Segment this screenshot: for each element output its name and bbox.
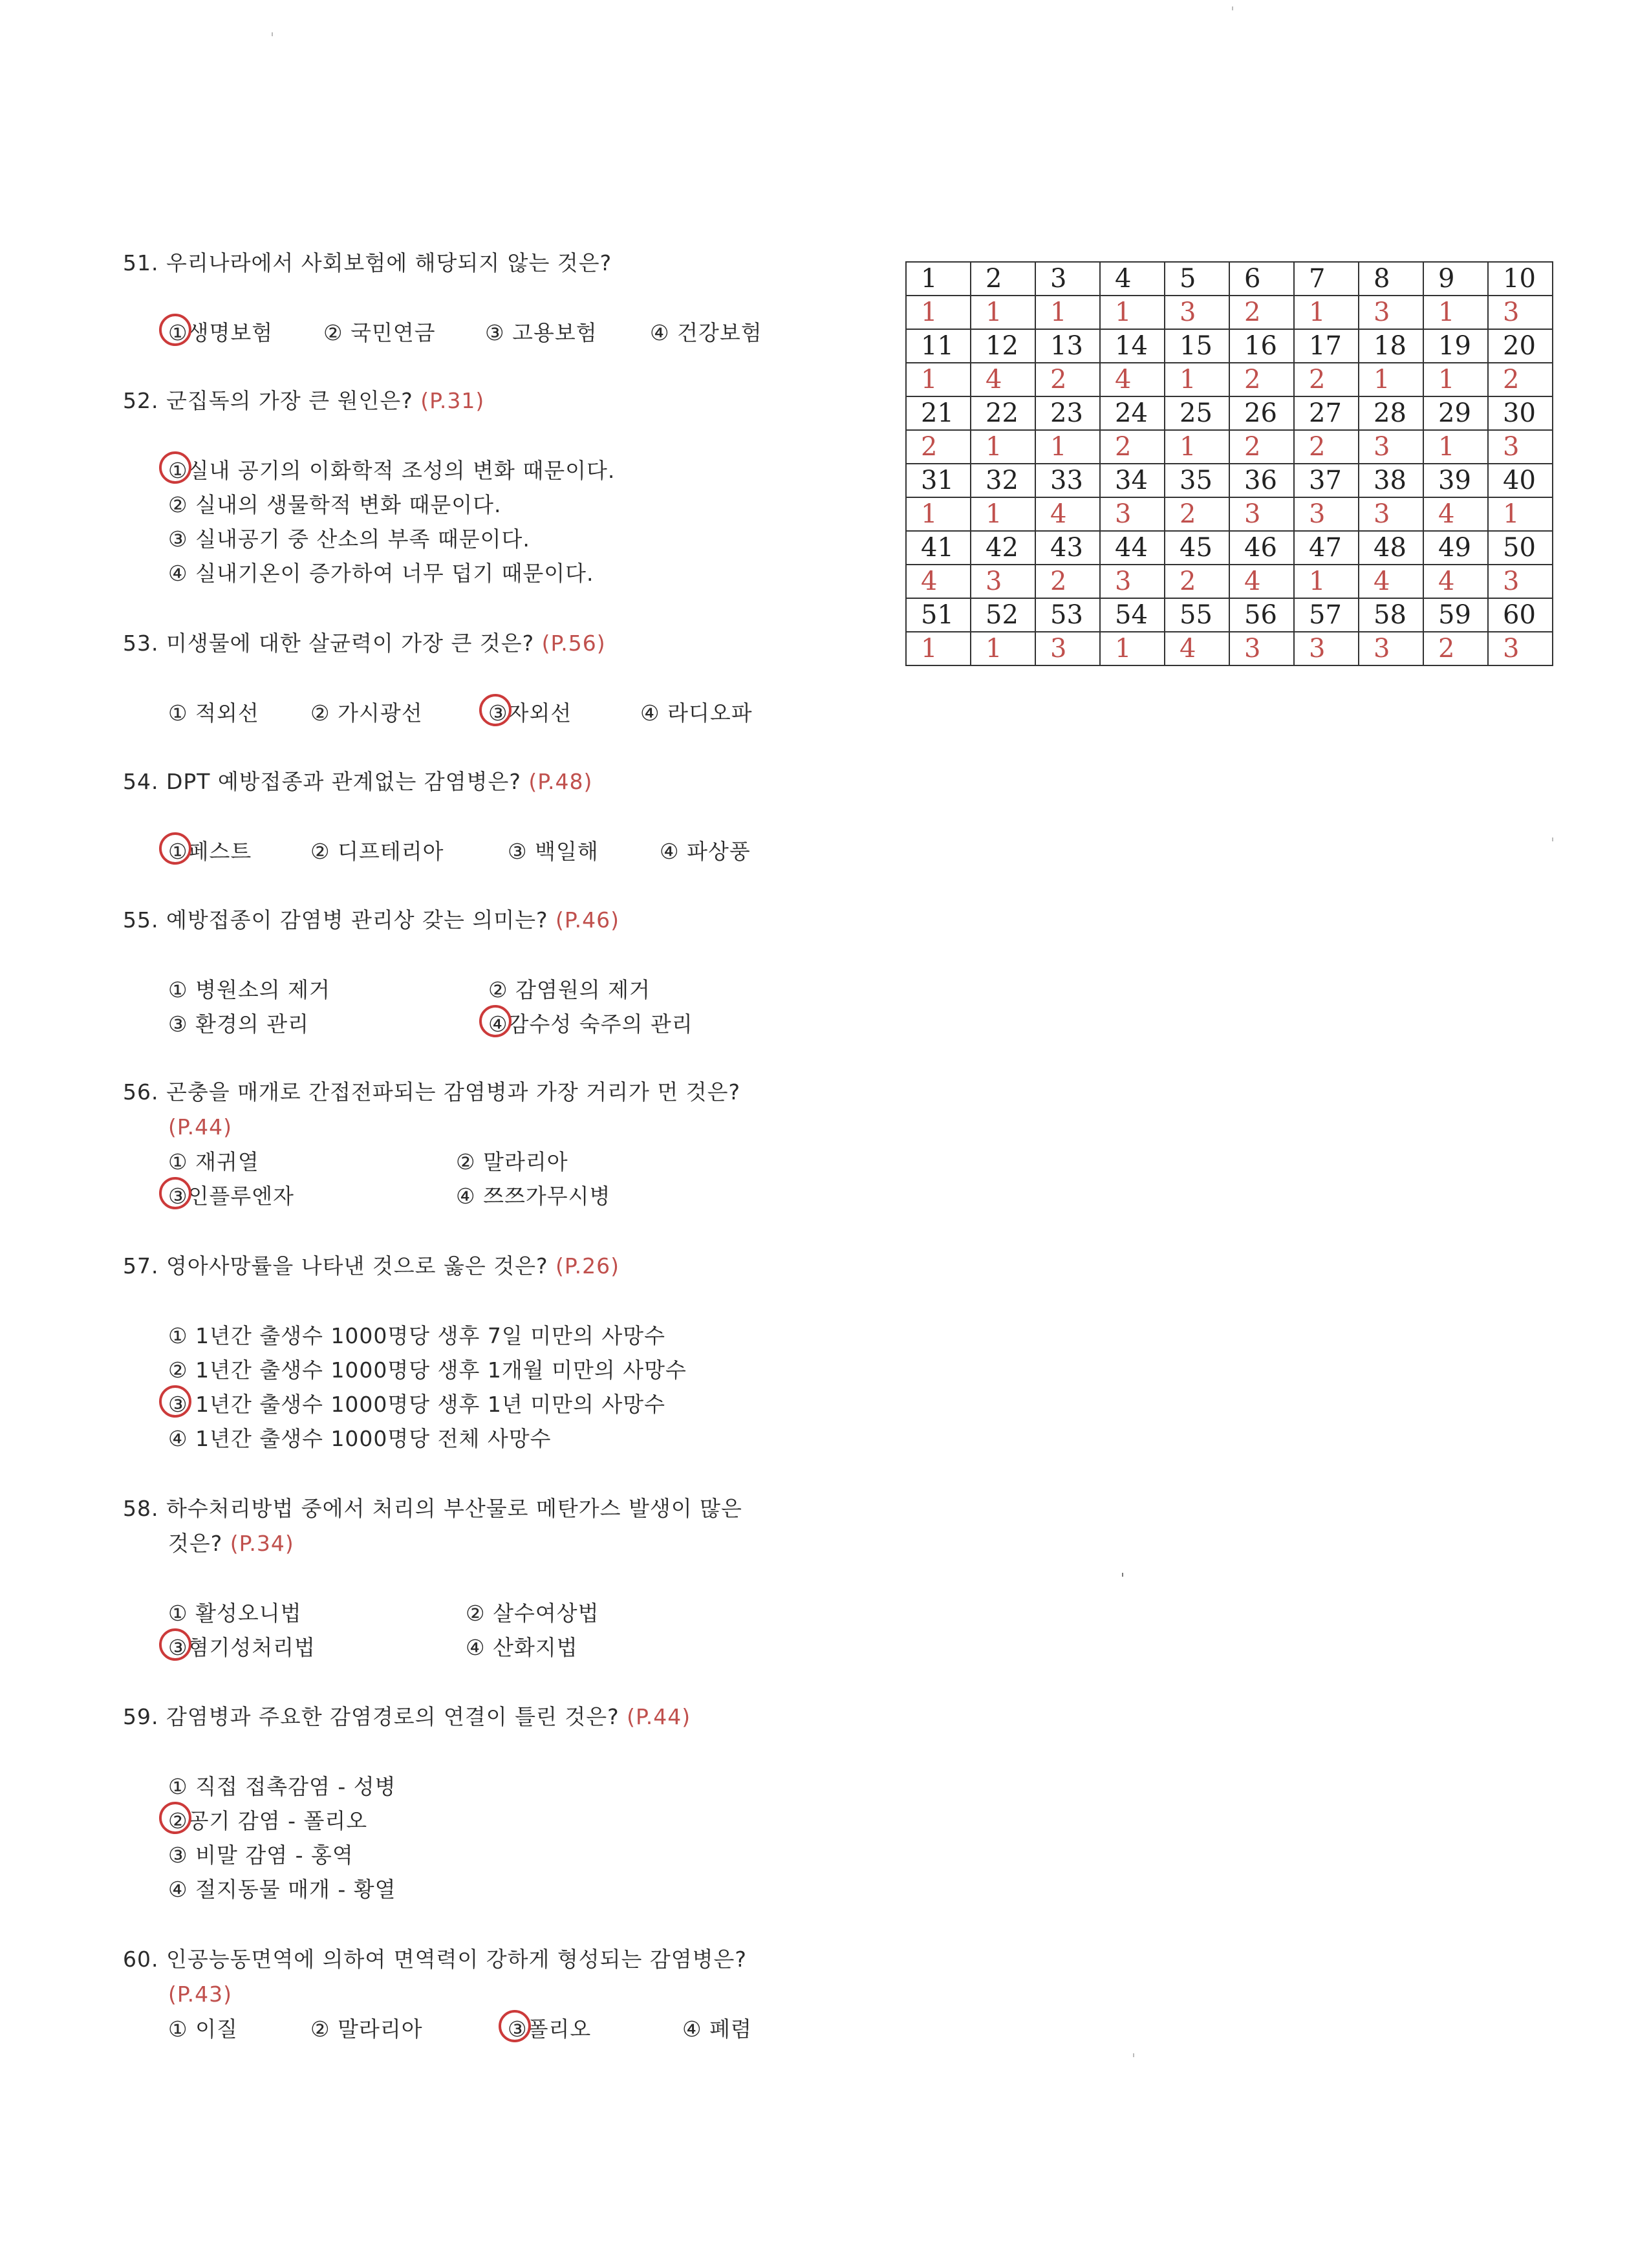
answer-cell: 1	[1359, 363, 1423, 396]
options-row	[123, 2012, 752, 2046]
question-number-cell: 21	[906, 396, 971, 430]
answer-cell: 3	[1359, 296, 1423, 329]
option-4[interactable]: ④ 폐렴	[682, 2016, 752, 2042]
page-ref: (P.46)	[555, 907, 620, 933]
answer-cell: 1	[906, 296, 971, 329]
options-list	[123, 1319, 687, 1456]
answer-cell: 3	[1488, 430, 1553, 464]
question-number-cell: 12	[971, 329, 1035, 363]
answer-cell: 2	[1229, 296, 1294, 329]
question-number-cell: 45	[1165, 531, 1229, 565]
answer-cell: 1	[1294, 565, 1359, 598]
scan-speck	[272, 32, 273, 36]
question-number-cell: 41	[906, 531, 971, 565]
answer-cell: 1	[1488, 497, 1553, 531]
option-2[interactable]: ②공기 감염 - 폴리오	[168, 1804, 691, 1838]
question-number-cell: 7	[1294, 262, 1359, 296]
answer-cell: 4	[1100, 363, 1165, 396]
answer-cell: 1	[971, 497, 1035, 531]
answer-cell: 2	[1165, 497, 1229, 531]
question-number-cell: 27	[1294, 396, 1359, 430]
option-1[interactable]: ①생명보험	[168, 316, 273, 350]
option-3[interactable]: ③ 환경의 관리	[168, 1011, 309, 1037]
answer-row	[906, 363, 1553, 396]
option-4[interactable]: ④ 파상풍	[660, 839, 751, 864]
question-number-cell: 56	[1229, 598, 1294, 632]
question-number-cell: 38	[1359, 464, 1423, 497]
question-stem-continued: 것은?	[168, 1531, 223, 1556]
option-2[interactable]: ② 살수여상법	[466, 1601, 599, 1626]
question-number-cell: 4	[1100, 262, 1165, 296]
question-number-cell: 9	[1423, 262, 1488, 296]
question-number-cell: 53	[1035, 598, 1100, 632]
answer-cell: 3	[1229, 632, 1294, 665]
answer-cell: 4	[1423, 497, 1488, 531]
question-number-cell: 8	[1359, 262, 1423, 296]
option-2[interactable]: ② 실내의 생물학적 변화 때문이다.	[168, 492, 502, 517]
answer-circle-mark	[159, 1628, 191, 1661]
question-number-cell: 39	[1423, 464, 1488, 497]
option-1[interactable]: ①실내 공기의 이화학적 조성의 변화 때문이다.	[168, 453, 615, 488]
answer-cell: 3	[1359, 430, 1423, 464]
question-number-cell: 35	[1165, 464, 1229, 497]
question-stem: 55. 예방접종이 감염병 관리상 갖는 의미는?	[123, 907, 548, 933]
option-3[interactable]: ③ 실내공기 중 산소의 부족 때문이다.	[168, 526, 530, 552]
answer-cell: 3	[1229, 497, 1294, 531]
question-number-row	[906, 262, 1553, 296]
question-number-cell: 22	[971, 396, 1035, 430]
options-row	[123, 1145, 740, 1179]
question-number-cell: 51	[906, 598, 971, 632]
question-number-cell: 59	[1423, 598, 1488, 632]
option-3[interactable]: ③ 백일해	[508, 839, 599, 864]
question-number-cell: 25	[1165, 396, 1229, 430]
option-4[interactable]: ④ 건강보험	[650, 320, 762, 345]
page-ref: (P.31)	[420, 388, 485, 413]
options-row	[123, 834, 751, 869]
question-54	[123, 764, 751, 869]
option-3[interactable]: ③ 비말 감염 - 홍역	[168, 1842, 354, 1868]
option-1[interactable]: ① 직접 접촉감염 - 성병	[168, 1774, 396, 1799]
question-number-cell: 20	[1488, 329, 1553, 363]
question-number-cell: 2	[971, 262, 1035, 296]
question-number-cell: 17	[1294, 329, 1359, 363]
answer-cell: 1	[1100, 632, 1165, 665]
option-2[interactable]: ② 국민연금	[323, 320, 436, 345]
options-row	[123, 696, 753, 730]
option-2[interactable]: ② 말라리아	[456, 1149, 568, 1174]
options-list	[123, 1769, 691, 1906]
question-number-row	[906, 329, 1553, 363]
question-number-cell: 32	[971, 464, 1035, 497]
page-ref: (P.44)	[168, 1114, 232, 1139]
option-1[interactable]: ① 활성오니법	[168, 1601, 302, 1626]
options-list	[123, 453, 615, 590]
answer-cell: 3	[1488, 296, 1553, 329]
answer-cell: 4	[1229, 565, 1294, 598]
question-60	[123, 1942, 752, 2046]
question-number-row	[906, 464, 1553, 497]
page-ref: (P.26)	[555, 1253, 620, 1279]
option-1[interactable]: ① 병원소의 제거	[168, 977, 330, 1002]
question-stem: 57. 영아사망률을 나타낸 것으로 옳은 것은?	[123, 1253, 548, 1279]
page-ref: (P.34)	[230, 1531, 294, 1556]
question-56	[123, 1075, 740, 1213]
options-row	[123, 1179, 740, 1213]
answer-cell: 1	[1294, 296, 1359, 329]
option-4[interactable]: ④ 라디오파	[640, 700, 753, 726]
question-number-cell: 58	[1359, 598, 1423, 632]
question-stem: 60. 인공능동면역에 의하여 면역력이 강하게 형성되는 감염병은?	[123, 1947, 747, 1972]
answer-cell: 2	[1423, 632, 1488, 665]
question-number-cell: 26	[1229, 396, 1294, 430]
answer-circle-mark	[159, 451, 191, 484]
option-2[interactable]: ② 말라리아	[310, 2016, 423, 2042]
answer-cell: 2	[906, 430, 971, 464]
answer-cell: 1	[1165, 363, 1229, 396]
question-number-cell: 36	[1229, 464, 1294, 497]
scan-speck	[1552, 837, 1553, 841]
answer-row	[906, 296, 1553, 329]
answer-cell: 3	[1488, 632, 1553, 665]
answer-cell: 1	[906, 497, 971, 531]
question-57	[123, 1249, 687, 1456]
answer-cell: 1	[1165, 430, 1229, 464]
answer-cell: 2	[1294, 430, 1359, 464]
answer-cell: 4	[1165, 632, 1229, 665]
answer-circle-mark	[159, 1385, 191, 1418]
answer-cell: 1	[906, 632, 971, 665]
answer-circle-mark	[159, 1802, 191, 1834]
question-number-cell: 43	[1035, 531, 1100, 565]
answer-cell: 3	[1294, 497, 1359, 531]
answer-circle-mark	[499, 2010, 531, 2042]
answer-circle-mark	[479, 694, 512, 726]
question-stem: 56. 곤충을 매개로 간접전파되는 감염병과 가장 거리가 먼 것은?	[123, 1079, 740, 1105]
answer-cell: 2	[1488, 363, 1553, 396]
question-stem: 51. 우리나라에서 사회보험에 해당되지 않는 것은?	[123, 250, 612, 275]
question-stem: 54. DPT 예방접종과 관계없는 감염병은?	[123, 769, 521, 794]
question-number-cell: 50	[1488, 531, 1553, 565]
question-number-cell: 57	[1294, 598, 1359, 632]
answer-cell: 1	[971, 632, 1035, 665]
page-ref: (P.44)	[627, 1704, 691, 1729]
question-number-cell: 37	[1294, 464, 1359, 497]
option-1[interactable]: ① 1년간 출생수 1000명당 생후 7일 미만의 사망수	[168, 1323, 666, 1348]
options-row	[123, 1630, 742, 1665]
option-4[interactable]: ④감수성 숙주의 관리	[488, 1007, 693, 1041]
answer-cell: 3	[1359, 497, 1423, 531]
option-3[interactable]: ③인플루엔자	[168, 1179, 294, 1213]
answer-row	[906, 565, 1553, 598]
question-number-cell: 11	[906, 329, 971, 363]
question-number-cell: 47	[1294, 531, 1359, 565]
question-53	[123, 626, 753, 730]
answer-circle-mark	[159, 832, 191, 865]
question-number-cell: 6	[1229, 262, 1294, 296]
question-number-cell: 55	[1165, 598, 1229, 632]
scan-speck	[1122, 1573, 1123, 1577]
question-number-cell: 42	[971, 531, 1035, 565]
question-number-cell: 49	[1423, 531, 1488, 565]
answer-key-table	[905, 261, 1553, 666]
answer-cell: 1	[1035, 296, 1100, 329]
question-number-cell: 18	[1359, 329, 1423, 363]
answer-cell: 3	[1035, 632, 1100, 665]
answer-row	[906, 497, 1553, 531]
option-1[interactable]: ① 이질	[168, 2016, 238, 2042]
question-number-cell: 40	[1488, 464, 1553, 497]
question-number-cell: 28	[1359, 396, 1423, 430]
option-3[interactable]: ③혐기성처리법	[168, 1630, 316, 1665]
answer-cell: 1	[971, 296, 1035, 329]
answer-cell: 3	[971, 565, 1035, 598]
scan-speck	[1133, 2053, 1134, 2057]
question-number-row	[906, 598, 1553, 632]
answer-circle-mark	[159, 1177, 191, 1209]
question-number-cell: 24	[1100, 396, 1165, 430]
option-4[interactable]: ④ 절지동물 매개 - 황열	[168, 1877, 396, 1902]
answer-cell: 3	[1100, 565, 1165, 598]
question-stem: 52. 군집독의 가장 큰 원인은?	[123, 388, 413, 413]
answer-cell: 4	[906, 565, 971, 598]
question-number-cell: 13	[1035, 329, 1100, 363]
question-52	[123, 383, 615, 590]
option-1[interactable]: ① 재귀열	[168, 1149, 259, 1174]
answer-cell: 3	[1294, 632, 1359, 665]
options-row	[123, 1007, 693, 1041]
answer-circle-mark	[159, 314, 191, 346]
question-number-cell: 10	[1488, 262, 1553, 296]
options-row	[123, 973, 651, 1007]
question-number-cell: 3	[1035, 262, 1100, 296]
answer-row	[906, 430, 1553, 464]
option-4[interactable]: ④ 실내기온이 증가하여 너무 덥기 때문이다.	[168, 561, 594, 586]
answer-cell: 2	[1035, 565, 1100, 598]
option-3[interactable]: ③자외선	[488, 696, 572, 730]
question-stem: 59. 감염병과 주요한 감염경로의 연결이 틀린 것은?	[123, 1704, 620, 1729]
option-3[interactable]: ③폴리오	[508, 2012, 591, 2046]
answer-cell: 1	[971, 430, 1035, 464]
option-2[interactable]: ② 1년간 출생수 1000명당 생후 1개월 미만의 사망수	[168, 1357, 687, 1383]
answer-cell: 2	[1035, 363, 1100, 396]
answer-cell: 1	[1423, 430, 1488, 464]
option-2[interactable]: ② 가시광선	[310, 700, 423, 726]
question-number-cell: 33	[1035, 464, 1100, 497]
option-1[interactable]: ①페스트	[168, 834, 252, 869]
page-ref: (P.43)	[168, 1982, 232, 2007]
answer-cell: 4	[1359, 565, 1423, 598]
option-2[interactable]: ② 디프테리아	[310, 839, 444, 864]
question-number-cell: 1	[906, 262, 971, 296]
question-58	[123, 1491, 742, 1665]
option-4[interactable]: ④ 1년간 출생수 1000명당 전체 사망수	[168, 1426, 552, 1451]
question-stem: 58. 하수처리방법 중에서 처리의 부산물로 메탄가스 발생이 많은	[123, 1496, 742, 1521]
option-3[interactable]: ③ 1년간 출생수 1000명당 생후 1년 미만의 사망수	[168, 1387, 687, 1421]
answer-cell: 2	[1100, 430, 1165, 464]
question-number-cell: 14	[1100, 329, 1165, 363]
page-ref: (P.56)	[541, 631, 606, 656]
question-number-cell: 29	[1423, 396, 1488, 430]
question-number-cell: 34	[1100, 464, 1165, 497]
option-1[interactable]: ① 적외선	[168, 700, 259, 726]
answer-cell: 3	[1165, 296, 1229, 329]
question-number-cell: 15	[1165, 329, 1229, 363]
answer-cell: 4	[971, 363, 1035, 396]
options-row	[123, 1596, 742, 1630]
answer-cell: 1	[906, 363, 971, 396]
question-number-cell: 54	[1100, 598, 1165, 632]
answer-circle-mark	[479, 1005, 512, 1037]
question-number-cell: 60	[1488, 598, 1553, 632]
question-51	[123, 246, 762, 350]
question-number-cell: 16	[1229, 329, 1294, 363]
question-number-cell: 44	[1100, 531, 1165, 565]
answer-cell: 2	[1229, 430, 1294, 464]
question-59	[123, 1700, 691, 1906]
answer-row	[906, 632, 1553, 665]
page-ref: (P.48)	[528, 769, 593, 794]
option-4[interactable]: ④ 산화지법	[466, 1635, 578, 1660]
answer-cell: 4	[1423, 565, 1488, 598]
scan-speck	[1232, 6, 1233, 10]
answer-cell: 3	[1359, 632, 1423, 665]
question-number-row	[906, 531, 1553, 565]
option-3[interactable]: ③ 고용보험	[485, 320, 598, 345]
question-number-cell: 5	[1165, 262, 1229, 296]
question-number-cell: 19	[1423, 329, 1488, 363]
answer-cell: 1	[1423, 363, 1488, 396]
answer-cell: 3	[1100, 497, 1165, 531]
question-55	[123, 903, 693, 1041]
answer-cell: 1	[1100, 296, 1165, 329]
answer-cell: 2	[1229, 363, 1294, 396]
answer-cell: 3	[1488, 565, 1553, 598]
option-2[interactable]: ② 감염원의 제거	[488, 977, 651, 1002]
question-number-cell: 31	[906, 464, 971, 497]
question-number-cell: 30	[1488, 396, 1553, 430]
answer-cell: 2	[1294, 363, 1359, 396]
question-stem: 53. 미생물에 대한 살균력이 가장 큰 것은?	[123, 631, 535, 656]
question-number-cell: 48	[1359, 531, 1423, 565]
question-number-cell: 46	[1229, 531, 1294, 565]
question-number-cell: 52	[971, 598, 1035, 632]
answer-cell: 4	[1035, 497, 1100, 531]
answer-cell: 2	[1165, 565, 1229, 598]
answer-cell: 1	[1035, 430, 1100, 464]
question-number-row	[906, 396, 1553, 430]
question-number-cell: 23	[1035, 396, 1100, 430]
option-4[interactable]: ④ 쯔쯔가무시병	[456, 1183, 611, 1209]
options-row	[123, 316, 762, 350]
answer-cell: 1	[1423, 296, 1488, 329]
